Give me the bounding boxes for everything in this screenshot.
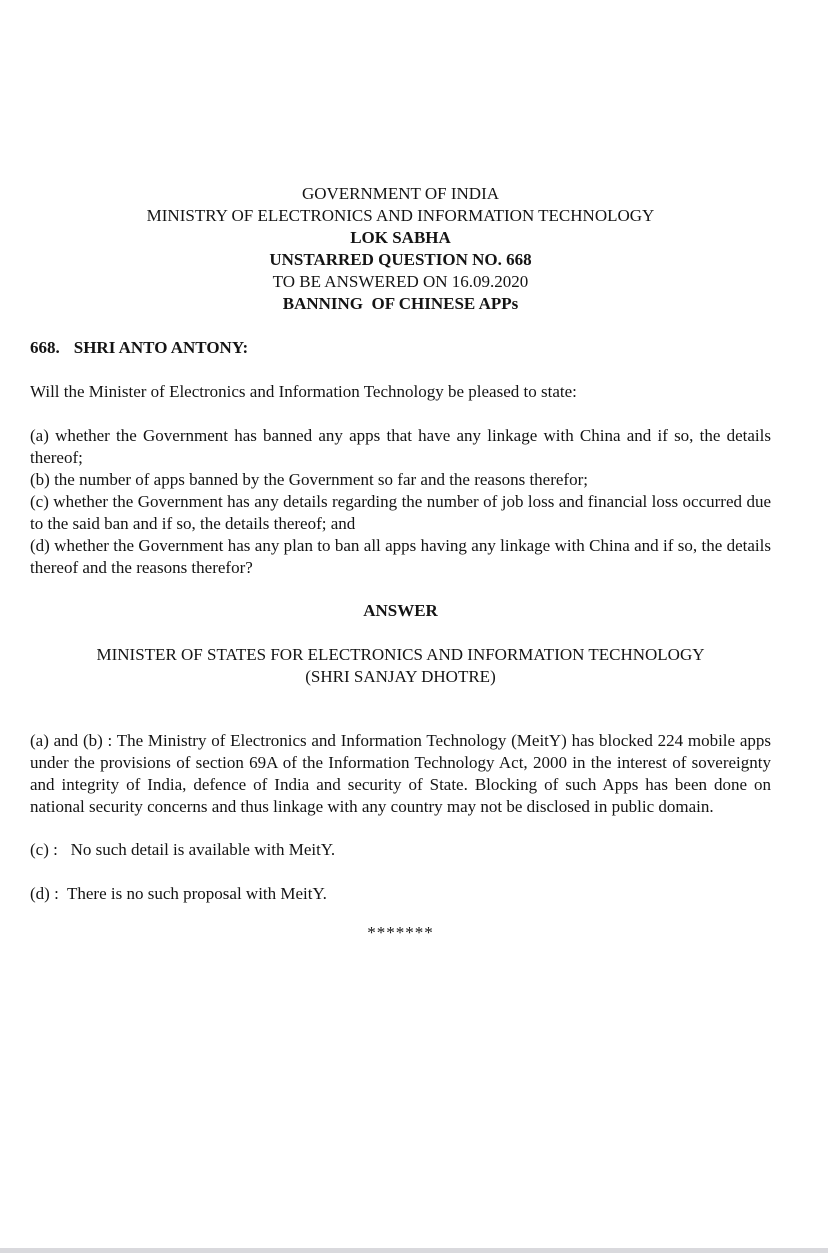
minister-name: (SHRI SANJAY DHOTRE): [305, 667, 496, 686]
question-asker-line: [30, 337, 771, 359]
answer-para-d: (d) : There is no such proposal with MeitY.: [30, 884, 327, 903]
question-part-b: (b) the number of apps banned by the Government so far and the reasons therefor;: [30, 470, 588, 489]
document-header: [30, 183, 771, 315]
question-parts: [30, 425, 771, 579]
header-government: GOVERNMENT OF INDIA: [301, 184, 500, 203]
question-part-a: (a) whether the Government has banned any apps that have any linkage with China and if so, the details thereof;: [30, 426, 771, 467]
header-ministry: MINISTRY OF ELECTRONICS AND INFORMATION TECHNOLOGY: [146, 206, 655, 225]
question-number: 668.: [30, 338, 60, 357]
footer-stars: *******: [367, 923, 434, 942]
header-house: LOK SABHA: [350, 228, 451, 247]
header-question-number: UNSTARRED QUESTION NO. 668: [269, 250, 532, 269]
question-asker-name: SHRI ANTO ANTONY:: [73, 338, 249, 357]
question-part-d: (d) whether the Government has any plan to ban all apps having any linkage with China and if so, the details thereof and the reasons therefor?: [30, 536, 771, 577]
answer-para-ab: (a) and (b) : The Ministry of Electronics and Information Technology (MeitY) has blocked 224 mobile apps under the provisions of section 69A of the Information Technology Act, 2000 in the interest of sovereignty and integrity of India, defence of India and security of State. Blocking of such Apps has been done on national security concerns and thus linkage with any country may not be disclosed in public domain.: [30, 731, 771, 816]
question-part-c: (c) whether the Government has any details regarding the number of job loss and financial loss occurred due to the said ban and if so, the details thereof; and: [30, 492, 771, 533]
minister-title: MINISTER OF STATES FOR ELECTRONICS AND INFORMATION TECHNOLOGY: [96, 645, 705, 664]
minister-block: [30, 644, 771, 688]
document-subject: BANNING OF CHINESE APPs: [282, 294, 519, 313]
window-bottom-edge: [0, 1248, 828, 1253]
answer-heading: ANSWER: [363, 601, 438, 620]
header-answer-date: TO BE ANSWERED ON 16.09.2020: [272, 272, 529, 291]
question-intro: Will the Minister of Electronics and Information Technology be pleased to state:: [30, 382, 577, 401]
answer-para-c: (c) : No such detail is available with MeitY.: [30, 840, 336, 859]
